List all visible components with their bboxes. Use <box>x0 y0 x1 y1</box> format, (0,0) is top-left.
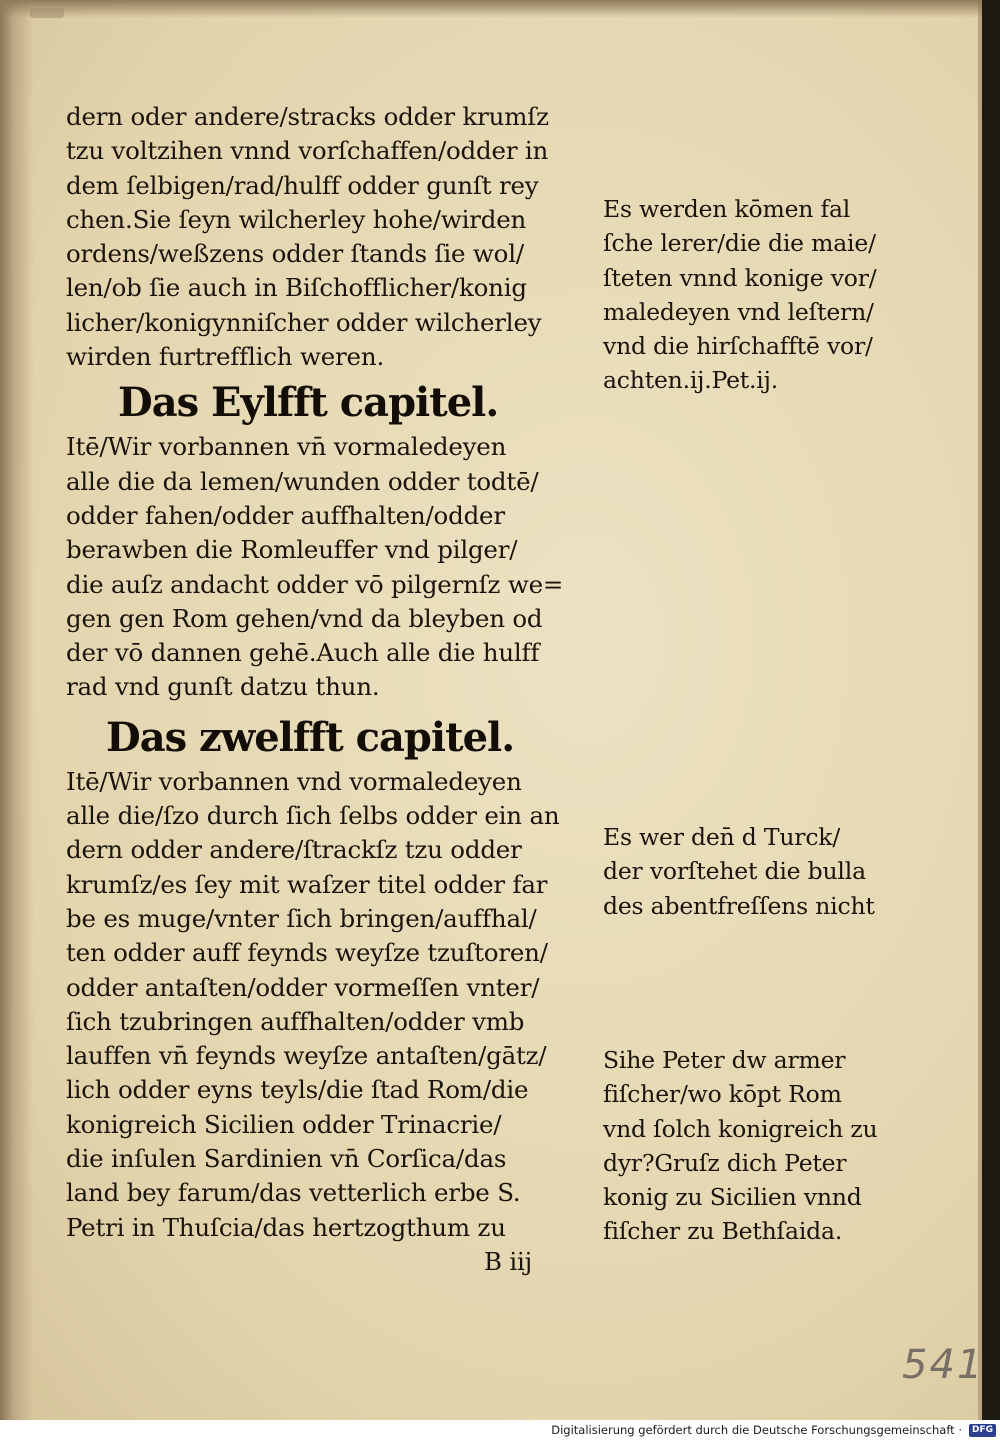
margin-line: konig zu Sicilien vnnd <box>603 1183 862 1212</box>
text-line: land bey farum/das vetterlich erbe S. <box>66 1178 521 1208</box>
text-line: licher/konigynniſcher odder wilcherley <box>66 307 542 337</box>
margin-line: fiſcher zu Bethſaida. <box>603 1217 843 1246</box>
text-line: ſich tzubringen auffhalten/odder vmb <box>66 1006 525 1036</box>
margin-line: vnd die hirſchafftē vor/ <box>603 332 873 361</box>
margin-note-false-teachers <box>603 192 933 398</box>
text-line: Petri in Thuſcia/das hertzogthum zu <box>66 1212 506 1242</box>
margin-line: vnd ſolch konigreich zu <box>603 1114 878 1143</box>
text-line: odder fahen/odder auffhalten/odder <box>66 500 505 530</box>
margin-note-peter <box>603 1043 933 1249</box>
text-block-before-h1 <box>66 100 606 374</box>
text-line: dern oder andere/stracks odder krumſz <box>66 102 549 131</box>
text-line: krumſz/es ſey mit waſzer titel odder far <box>66 869 548 899</box>
text-line: ten odder auff feynds weyſze tzuſtoren/ <box>66 938 548 968</box>
margin-line: ſche lerer/die die maie/ <box>603 229 876 258</box>
text-line: alle die da lemen/wunden odder todtē/ <box>66 466 539 496</box>
text-line: alle die/ſzo durch ſich ſelbs odder ein an <box>66 801 560 831</box>
text-line: odder antaſten/odder vormeſſen vnter/ <box>66 972 540 1002</box>
text-line: wirden furtrefflich weren. <box>66 342 385 372</box>
text-line: chen.Sie ſeyn wilcherley hohe/wirden <box>66 204 527 234</box>
text-line: dern odder andere/ſtrackſz tzu odder <box>66 835 522 865</box>
gutter-shadow <box>0 0 34 1420</box>
margin-line: Es wer den̄ d Turck/ <box>603 823 841 851</box>
main-text-column <box>66 100 606 1279</box>
text-line: berawben die Romleuffer vnd pilger/ <box>66 535 518 565</box>
text-line: rad vnd gunſt datzu thun. <box>66 672 380 702</box>
margin-line: achten.ij.Pet.ij. <box>603 366 778 395</box>
dfg-logo: DFG <box>969 1424 996 1437</box>
text-line: der vō dannen gehē.Auch alle die hulff <box>66 638 540 668</box>
margin-line: der vorſtehet die bulla <box>603 857 866 886</box>
margin-line: Es werden kōmen fal <box>603 195 851 223</box>
page-stain <box>30 8 64 18</box>
margin-line: dyr?Gruſz dich Peter <box>603 1148 847 1177</box>
signature-mark: B iij <box>483 1246 532 1276</box>
margin-line: fiſcher/wo kōpt Rom <box>603 1080 842 1109</box>
margin-line: Sihe Peter dw armer <box>603 1046 846 1074</box>
text-line: len/ob ſie auch in Biſchofflicher/konig <box>66 273 527 303</box>
text-line: Itē/Wir vorbannen vnd vormaledeyen <box>66 766 522 796</box>
text-line: konigreich Sicilien odder Trinacrie/ <box>66 1109 502 1139</box>
text-line: lich odder eyns teyls/die ſtad Rom/die <box>66 1075 529 1105</box>
digitization-footer <box>0 1420 1000 1442</box>
text-line: die auſz andacht odder vō pilgernſz we= <box>66 569 564 599</box>
text-line: lauffen vn̄ feynds weyſze antaſten/gātz/ <box>66 1041 547 1071</box>
text-line: Itē/Wir vorbannen vn̄ vormaledeyen <box>66 432 507 462</box>
margin-line: des abentfreſſens nicht <box>603 891 875 920</box>
text-line: ordens/weßzens odder ſtands ſie wol/ <box>66 239 524 269</box>
text-line: tzu voltzihen vnnd vorſchaffen/odder in <box>66 136 549 166</box>
margin-note-turk <box>603 820 933 923</box>
margin-line: ſteten vnnd konige vor/ <box>603 263 877 292</box>
chapter-heading-eleven: Das Eylfft capitel. <box>118 379 499 427</box>
top-edge-shadow <box>0 0 982 18</box>
text-line: gen gen Rom gehen/vnd da bleyben od <box>66 603 543 633</box>
funding-credit: Digitalisierung gefördert durch die Deutsche Forschungsgemeinschaft · <box>551 1423 962 1437</box>
margin-line: maledeyen vnd leſtern/ <box>603 297 874 326</box>
chapter-heading-twelve: Das zwelfft capitel. <box>106 713 515 761</box>
folio-number: 541 <box>902 1342 985 1388</box>
text-block-chapter-twelve <box>66 765 606 1245</box>
text-block-chapter-eleven <box>66 430 606 704</box>
text-line: die inſulen Sardinien vn̄ Corſica/das <box>66 1144 507 1174</box>
text-line: dem ſelbigen/rad/hulff odder gunſt rey <box>66 170 539 200</box>
text-line: be es muge/vnter ſich bringen/auffhal/ <box>66 903 537 933</box>
